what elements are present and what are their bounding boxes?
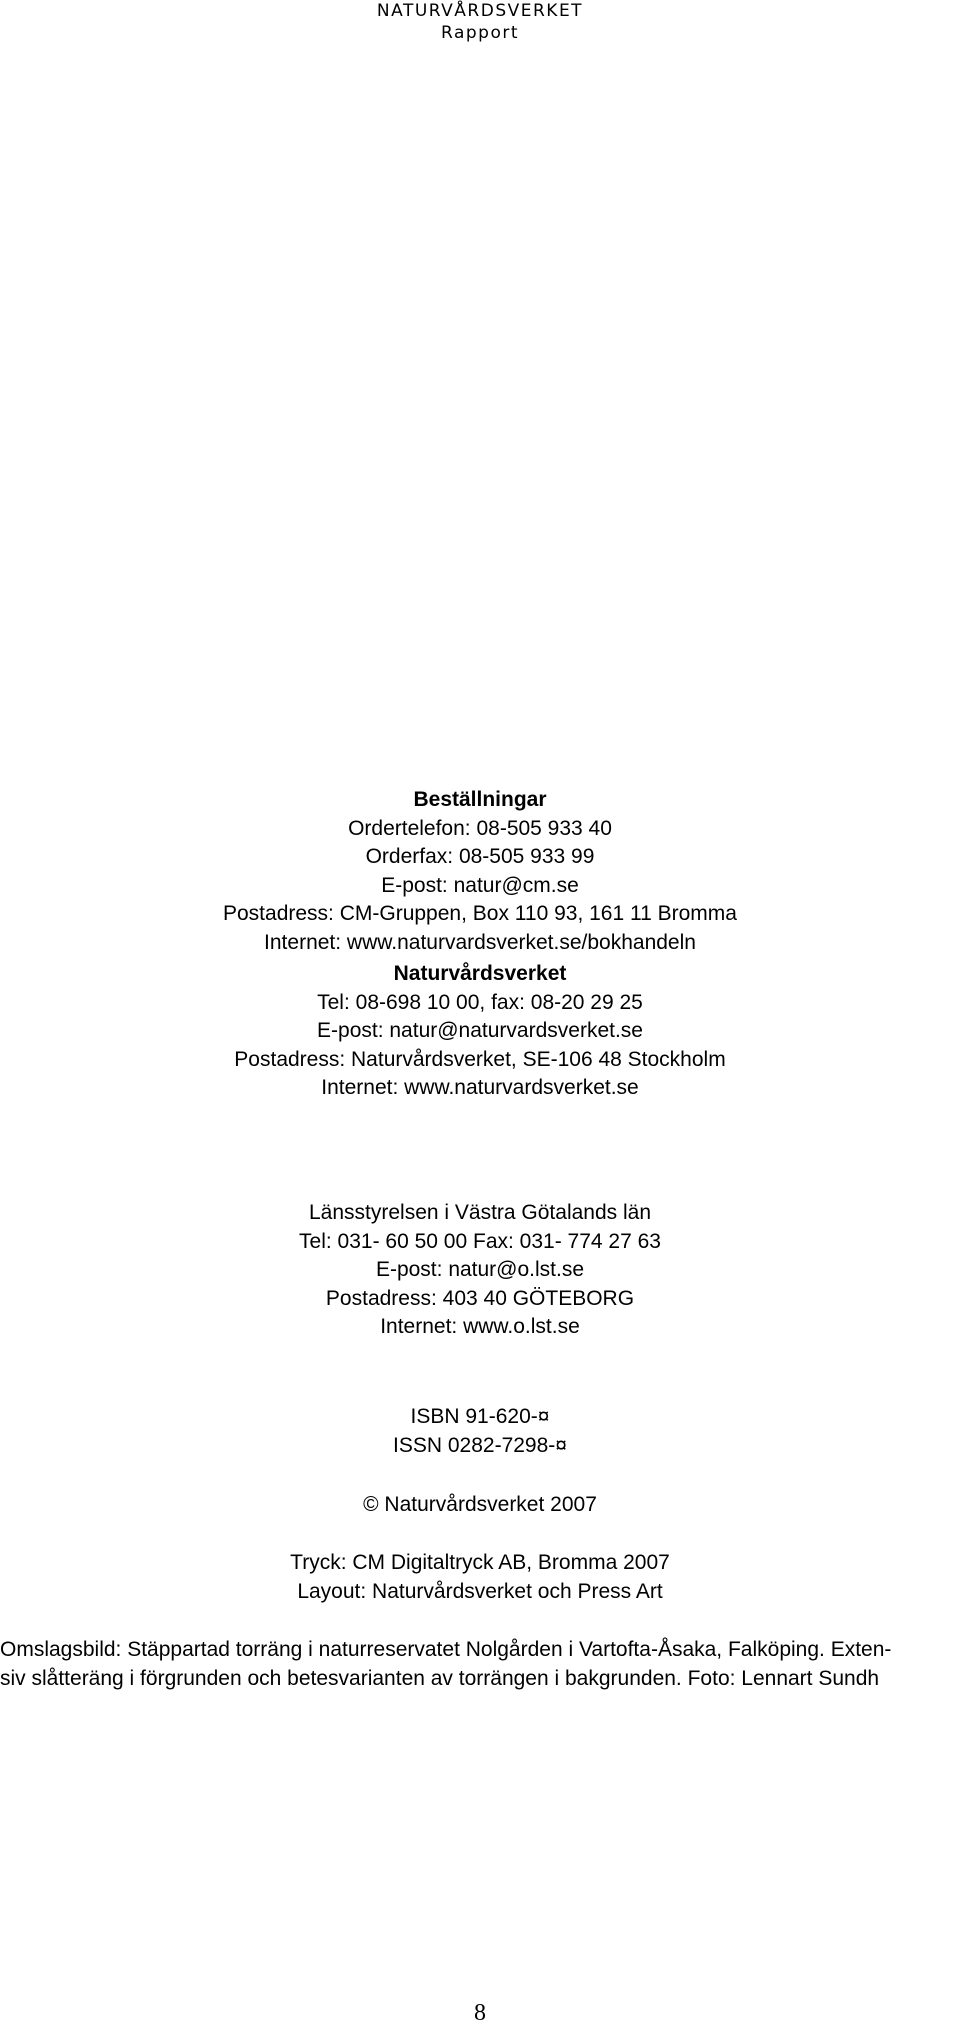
naturvardsverket-title: Naturvårdsverket (393, 962, 567, 985)
orders-fax: Orderfax: 08-505 933 99 (365, 845, 595, 868)
running-header (0, 0, 960, 44)
cover-caption (0, 1636, 960, 1693)
credits-block (0, 1549, 960, 1606)
orders-email: E-post: natur@cm.se (381, 873, 579, 897)
layout-credit: Layout: Naturvårdsverket och Press Art (297, 1579, 663, 1603)
header-doc-type: Rapport (441, 23, 519, 43)
orders-phone: Ordertelefon: 08-505 933 40 (348, 816, 612, 840)
naturvardsverket-internet: Internet: www.naturvardsverket.se (321, 1076, 639, 1099)
cover-caption-line-1: Omslagsbild: Stäppartad torräng i naturreservatet Nolgården i Vartofta-Åsaka, Falköping. Exten- (0, 1638, 892, 1661)
issn: ISSN 0282-7298-¤ (393, 1433, 567, 1457)
isbn: ISBN 91-620-¤ (410, 1405, 550, 1428)
lansstyrelsen-internet: Internet: www.o.lst.se (380, 1315, 580, 1338)
naturvardsverket-postal-address: Postadress: Naturvårdsverket, SE-106 48 Stockholm (234, 1047, 726, 1071)
lansstyrelsen-postal-address: Postadress: 403 40 GÖTEBORG (325, 1286, 635, 1310)
print-credit: Tryck: CM Digitaltryck AB, Bromma 2007 (290, 1551, 670, 1574)
naturvardsverket-email: E-post: natur@naturvardsverket.se (317, 1019, 643, 1042)
page-number: 8 (474, 2000, 486, 2026)
orders-postal-address: Postadress: CM-Gruppen, Box 110 93, 161 11 Bromma (223, 902, 737, 925)
orders-block (0, 786, 960, 957)
orders-internet: Internet: www.naturvardsverket.se/bokhandeln (264, 930, 696, 954)
cover-caption-line-2: siv slåtteräng i förgrunden och betesvarianten av torrängen i bakgrunden. Foto: Lennart Sundh (0, 1666, 880, 1690)
lansstyrelsen-phone-fax: Tel: 031- 60 50 00 Fax: 031- 774 27 63 (299, 1229, 661, 1253)
identifiers-block (0, 1403, 960, 1460)
copyright-notice: © Naturvårdsverket 2007 (363, 1493, 597, 1516)
lansstyrelsen-name: Länsstyrelsen i Västra Götalands län (308, 1201, 652, 1224)
header-org: NATURVÅRDSVERKET (376, 1, 584, 21)
copyright-block (0, 1491, 960, 1520)
orders-title: Beställningar (413, 788, 547, 811)
naturvardsverket-block (0, 960, 960, 1103)
naturvardsverket-phone-fax: Tel: 08-698 10 00, fax: 08-20 29 25 (317, 990, 643, 1014)
lansstyrelsen-block (0, 1199, 960, 1342)
lansstyrelsen-email: E-post: natur@o.lst.se (375, 1258, 585, 1281)
